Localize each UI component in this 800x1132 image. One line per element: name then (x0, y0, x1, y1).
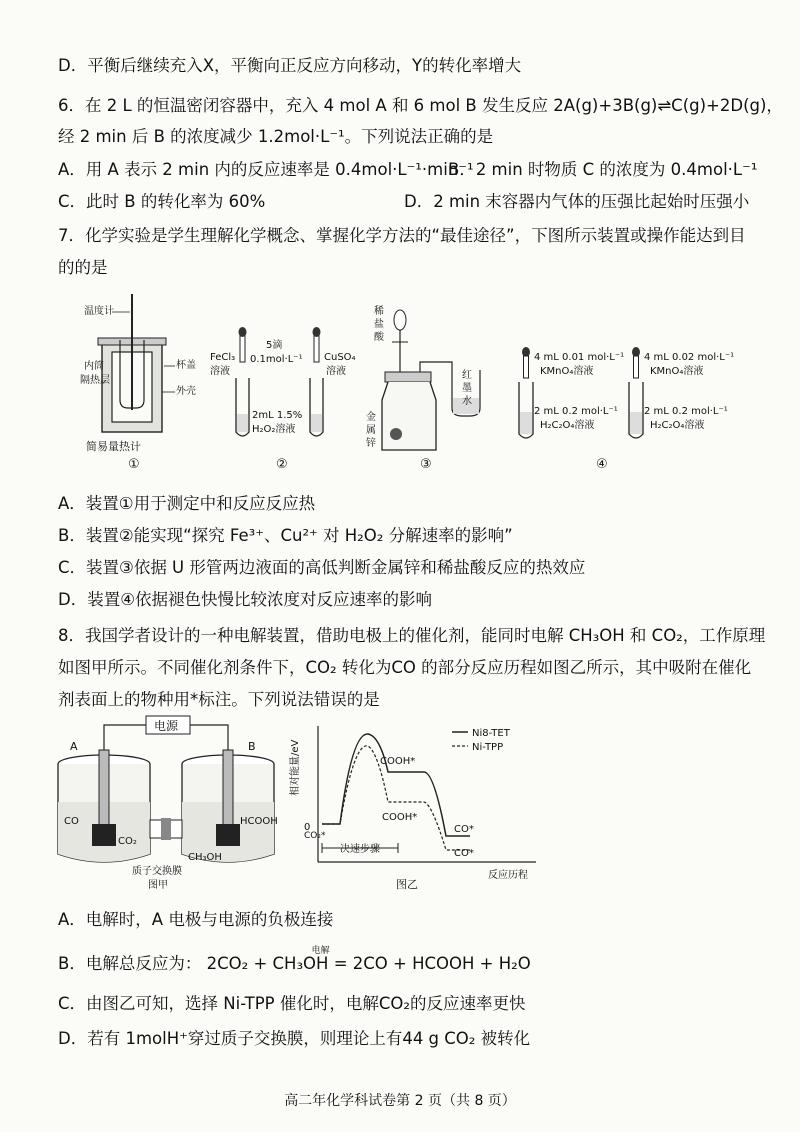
ch3oh-label: CH₃OH (188, 852, 222, 863)
y-axis-label: 相对能量/eV (290, 739, 301, 796)
ink-label-2: 墨 (462, 383, 472, 394)
q8-option-c: C．由图乙可知，选择 Ni-TPP 催化时，电解CO₂的反应速率更快 (58, 994, 526, 1013)
h2o2-volume-label: 2mL 1.5% (252, 410, 303, 421)
rate-determining-step-label: 决速步骤 (340, 844, 380, 855)
kmno4-right-label: KMnO₄溶液 (650, 366, 704, 377)
figure-number-3: ③ (420, 457, 432, 472)
co2-label: CO₂ (118, 836, 137, 847)
oxalic-right-conc: 2 mL 0.2 mol·L⁻¹ (644, 406, 728, 417)
x-axis-label: 反应历程 (488, 870, 528, 881)
figure-b-caption: 图乙 (396, 878, 418, 891)
q6-stem-line2: 经 2 min 后 B 的浓度减少 1.2mol·L⁻¹。下列说法正确的是 (58, 127, 494, 146)
energy-profile-chart (288, 726, 536, 891)
permanganate-tubes-diagram (519, 347, 734, 472)
q8-option-b (58, 946, 531, 974)
q7-option-c: C．装置③依据 U 形管两边液面的高低判断金属锌和稀盐酸反应的热效应 (58, 558, 586, 577)
figure-number-1: ① (128, 457, 140, 472)
q8-option-d: D．若有 1molH⁺穿过质子交换膜，则理论上有44 g CO₂ 被转化 (58, 1029, 531, 1048)
q7-option-b: B．装置②能实现“探究 Fe³⁺、Cu²⁺ 对 H₂O₂ 分解速率的影响” (58, 526, 513, 545)
legend-ni-tpp: Ni-TPP (472, 742, 504, 753)
ink-label-1: 红 (462, 370, 472, 381)
q7-option-d: D．装置④依据褪色快慢比较浓度对反应速率的影响 (58, 590, 432, 609)
q8-option-a: A．电解时，A 电极与电源的负极连接 (58, 910, 334, 929)
cooh-star-label-1: COOH* (380, 756, 416, 767)
concentration-label: 0.1mol·L⁻¹ (250, 354, 303, 365)
overall-equation: 2CO₂ + CH₃OH = 2CO + HCOOH + H₂O (206, 954, 531, 973)
oxalic-right-label: H₂C₂O₄溶液 (650, 420, 705, 431)
q8-option-b-prefix: B．电解总反应为： (58, 954, 202, 973)
oxalic-left-label: H₂C₂O₄溶液 (540, 420, 595, 431)
q8-stem-line3: 剂表面上的物种用*标注。下列说法错误的是 (58, 690, 380, 709)
figure-number-4: ④ (596, 457, 608, 472)
electrolysis-condition: 电解 (311, 946, 330, 956)
q5-option-d: D．平衡后继续充入X，平衡向正反应方向移动，Y的转化率增大 (58, 56, 522, 75)
zinc-label-2: 属 (366, 425, 376, 436)
q6-stem-line1: 6．在 2 L 的恒温密闭容器中，充入 4 mol A 和 6 mol B 发生反应 2A(g)+3B(g)⇌C(g)+2D(g)， (58, 96, 783, 115)
q6-option-d: D．2 min 末容器内气体的压强比起始时压强小 (404, 192, 750, 211)
figure-a-caption: 图甲 (148, 880, 168, 891)
acid-label-2: 盐 (374, 319, 384, 330)
hcooh-label: HCOOH (240, 816, 278, 827)
cooh-star-label-2: COOH* (382, 812, 418, 823)
insulation-label: 隔热层 (80, 375, 110, 386)
kmno4-left-label: KMnO₄溶液 (540, 366, 594, 377)
shell-label: 外壳 (176, 386, 196, 397)
q8-stem-line2: 如图甲所示。不同催化剂条件下，CO₂ 转化为CO 的部分反应历程如图乙所示，其中吸附在催化 (58, 658, 752, 677)
q6-option-a: A．用 A 表示 2 min 内的反应速率是 0.4mol·L⁻¹·min⁻¹ (58, 160, 474, 179)
electrode-a-label: A (70, 740, 78, 753)
co2-star-label: CO₂* (304, 831, 326, 841)
page-footer: 高二年化学科试卷第 2 页（共 8 页） (284, 1093, 516, 1109)
co-star-label-1: CO* (454, 824, 474, 835)
co-label: CO (64, 816, 79, 827)
lid-label: 杯盖 (176, 360, 196, 371)
cuso4-label: CuSO₄ (324, 352, 356, 363)
oxalic-left-conc: 2 mL 0.2 mol·L⁻¹ (534, 406, 618, 417)
fecl3-solution-label: 溶液 (210, 366, 230, 377)
kmno4-left-conc: 4 mL 0.01 mol·L⁻¹ (534, 352, 625, 363)
acid-label-1: 稀 (374, 306, 384, 317)
legend-ni8-tet: Ni8-TET (472, 728, 510, 739)
electrode-b-label: B (248, 740, 256, 753)
inner-cup-label: 内筒 (84, 361, 104, 372)
figure-number-2: ② (276, 457, 288, 472)
power-source-label: 电源 (154, 719, 179, 733)
co-star-label-2: CO* (454, 848, 474, 859)
membrane-label: 质子交换膜 (132, 866, 182, 877)
q7-option-a: A．装置①用于测定中和反应反应热 (58, 494, 316, 513)
decomposition-tubes-diagram (210, 327, 356, 472)
electrolysis-cell-diagram (58, 716, 278, 891)
zinc-label-3: 锌 (366, 438, 376, 449)
kmno4-right-conc: 4 mL 0.02 mol·L⁻¹ (644, 352, 735, 363)
drops-label: 5滴 (266, 340, 283, 351)
q6-option-b: B．2 min 时物质 C 的浓度为 0.4mol·L⁻¹ (448, 160, 758, 179)
q7-stem-line1: 7．化学实验是学生理解化学概念、掌握化学方法的“最佳途径”，下图所示装置或操作能达到目 (58, 226, 746, 245)
acid-label-3: 酸 (374, 332, 384, 343)
q8-stem-line1: 8．我国学者设计的一种电解装置，借助电极上的催化剂，能同时电解 CH₃OH 和 CO₂，工作原理 (58, 626, 766, 645)
h2o2-solution-label: H₂O₂溶液 (252, 424, 296, 435)
fecl3-label: FeCl₃ (210, 352, 236, 363)
zinc-acid-flask-diagram (366, 304, 480, 472)
ink-label-3: 水 (462, 396, 472, 407)
cuso4-solution-label: 溶液 (326, 366, 346, 377)
zinc-label-1: 金 (366, 412, 376, 423)
calorimeter-diagram (80, 294, 196, 472)
q8-figure (0, 712, 800, 892)
thermometer-label: 温度计 (84, 306, 114, 317)
calorimeter-caption: 简易量热计 (86, 440, 141, 453)
q7-stem-line2: 的的是 (58, 258, 108, 277)
q6-option-c: C．此时 B 的转化率为 60% (58, 192, 266, 211)
q7-apparatus-figure (0, 282, 800, 482)
zero-tick-label: 0 (304, 822, 311, 833)
